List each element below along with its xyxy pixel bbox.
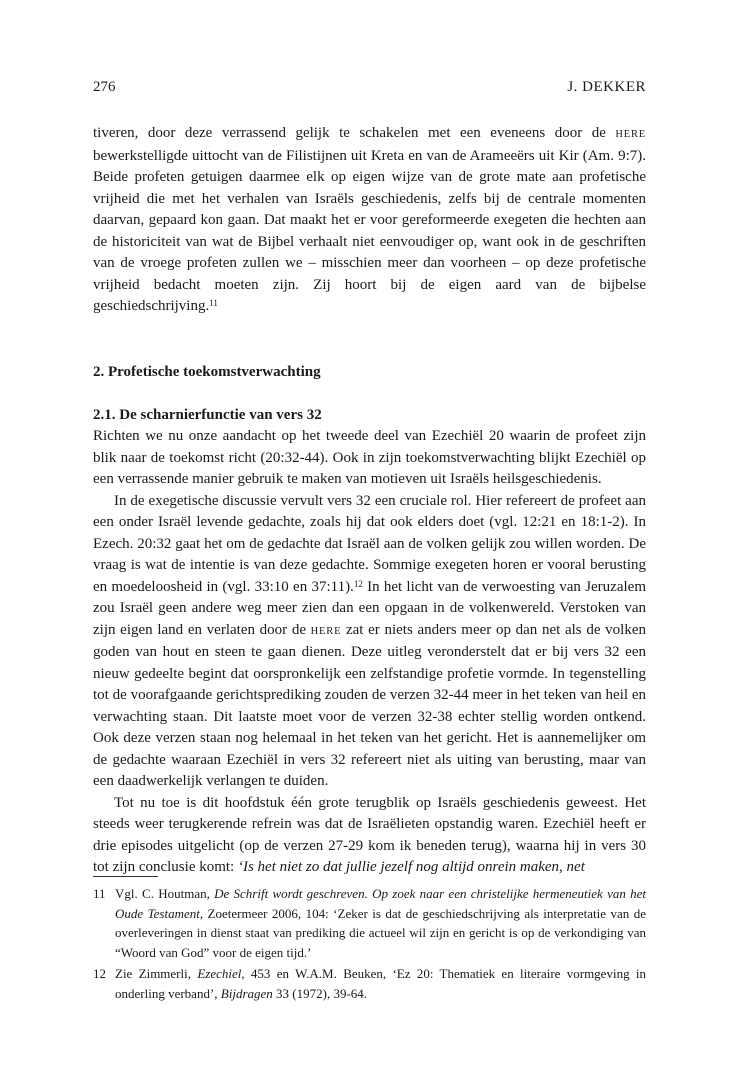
running-author: J. DEKKER <box>567 79 646 95</box>
footnote-11 <box>93 884 646 962</box>
paragraph: tiveren, door deze verrassend gelijk te schakelen met een eveneens door de HERE bewerkstelligde uittocht van de Filistijnen uit Kreta en van de Arameeërs uit Kir (Am. 9:7). Beide profeten getuigen daarmee elk op eigen wijze van de grote mate aan profetische vrijheid die met het verhalen van Israëls geschiedenis, zelfs bij de centrale momenten daarvan, gepaard kon gaan. Dat maakt het er voor gereformeerde exegeten die hechten aan de historiciteit van wat de Bijbel verhaalt niet eenvoudiger op, want ook in de geschriften van de vroege profeten zullen we – misschien meer dan voorheen – op deze profetische vrijheid bedacht moeten zijn. Zij hoort bij de eigen aard van de bijbelse geschiedschrijving.$^{11}$ <box>93 125 646 314</box>
subsection-heading: 2.1. De scharnierfunctie van vers 32 <box>93 406 322 423</box>
body-text <box>93 123 646 879</box>
paragraph: Richten we nu onze aandacht op het tweede deel van Ezechiël 20 waarin de profeet zijn blik naar de toekomst richt (20:32-44). Ook in zijn toekomstverwachting blijkt Ezechiël op een verrassende manier gebruik te maken van motieven uit Israëls heilsgeschiedenis. <box>93 428 646 487</box>
footnote-rule <box>93 876 158 877</box>
footnote-number: 12 <box>93 966 106 981</box>
page-number: 276 <box>93 79 116 95</box>
small-caps-here: HERE <box>310 625 342 637</box>
small-caps-here: HERE <box>615 129 646 140</box>
footnotes <box>93 884 646 1005</box>
footnote-number: 11 <box>93 886 106 901</box>
footnote-text: Vgl. C. Houtman, De Schrift wordt geschreven. Op zoek naar een christelijke hermeneutiek van het Oude Testament, Zoetermeer 2006, 104: ‘Zeker is dat de geschiedschrijving als interpretatie van de overleveringen in dienst staat van prediking die actueel wil zijn en gericht is op de verkondiging van “Woord van God” voor de eigen tijd.’ <box>115 886 646 960</box>
paragraph: In de exegetische discussie vervult vers 32 een cruciale rol. Hier refereert de profeet aan een onder Israël levende gedachte, zoals hij dat ook elders doet (vgl. 12:21 en 18:1-2). In Ezech. 20:32 gaat het om de gedachte dat Israël aan de volken gelijk zou willen worden. De vraag is wat de intentie is van deze gedachte. Sommige exegeten horen er vooral berusting en moedeloosheid in (vgl. 33:10 en 37:11).$^{12}$ In het licht van de verwoesting van Jeruzalem zou Israël geen andere weg meer zien dan een opgaan in de volkenwereld. Verstoken van zijn eigen land en verlaten door de HERE zat er niets anders meer op dan net als de volken goden van hout en steen te gaan dienen. Deze uitleg veronderstelt dat er bij vers 32 een nieuw gedeelte begint dat oorspronkelijk een zelfstandige profetie vormde. In tegenstelling tot de voorafgaande gerichtsprediking zouden de verzen 32-44 meer in het teken van heil en verwachting staan. Dit laatste moet voor de verzen 32-38 echter stellig worden ontkend. Ook deze verzen staan nog helemaal in het teken van het gericht. Het is aannemelijker om de gedachte waaraan Ezechiël in vers 32 refereert niet als uiting van berusting, maar van een daadwerkelijk verlangen te duiden. <box>93 492 646 789</box>
footnote-12 <box>93 964 646 1003</box>
quotation: ‘Is het niet zo dat jullie jezelf nog altijd onrein maken, net <box>237 859 585 875</box>
footnote-ref-12: 12 <box>353 578 363 589</box>
running-header <box>93 74 646 100</box>
section-heading: 2. Profetische toekomstverwachting <box>93 363 321 380</box>
paragraph: Tot nu toe is dit hoofdstuk één grote terugblik op Israëls geschiedenis geweest. Het steeds weer terugkerende refrein was dat de Israëlieten opstandig waren. Ezechiël heeft er drie episodes uitgelicht (op de verzen 27-29 kom ik beneden terug), waarna hij in vers 30 tot zijn conclusie komt: ‘Is het niet zo dat jullie jezelf nog altijd onrein maken, net <box>93 794 646 875</box>
footnote-ref-11: 11 <box>209 298 218 308</box>
footnote-text: Zie Zimmerli, Ezechiel, 453 en W.A.M. Beuken, ‘Ez 20: Thematiek en literaire vormgeving in onderling verband’, Bijdragen 33 (1972), 39-64. <box>115 966 646 1001</box>
